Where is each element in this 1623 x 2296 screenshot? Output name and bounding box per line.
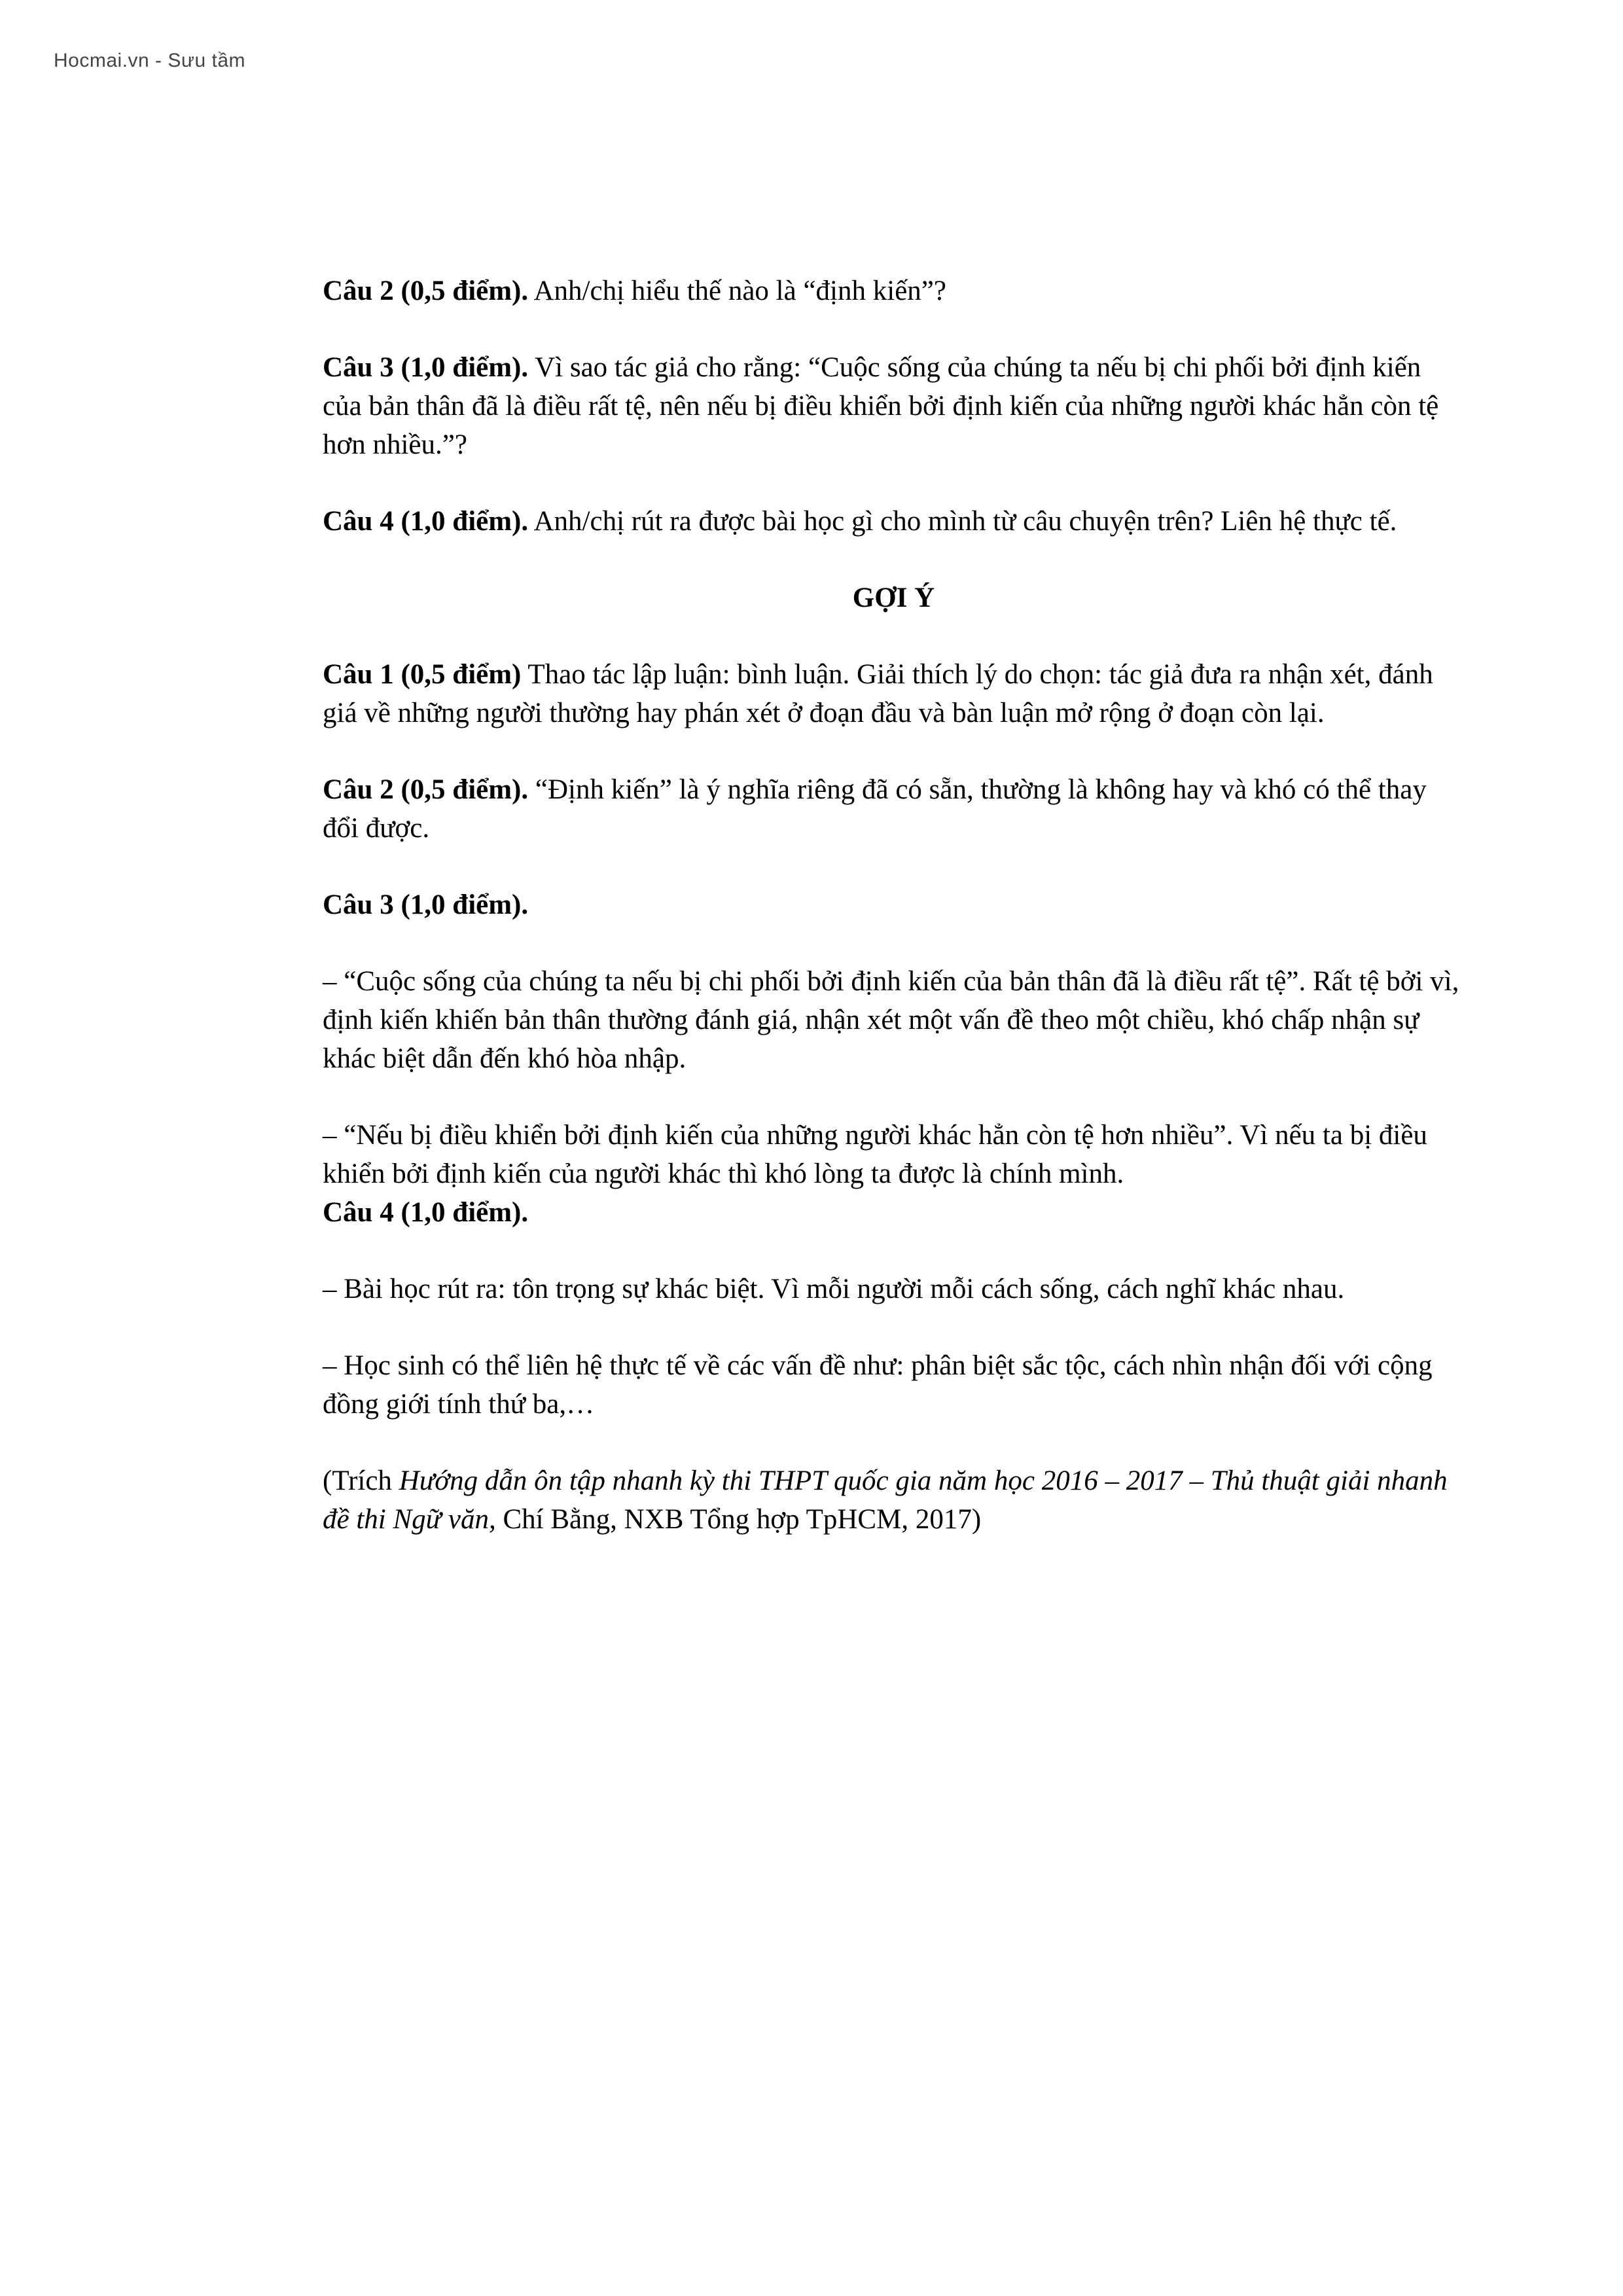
answer-4-point-2: – Học sinh có thể liên hệ thực tế về các vấn đề như: phân biệt sắc tộc, cách nhìn nhận đối với cộng đồng giới tính thứ ba,… [323,1350,1433,1420]
answer-1-text: Thao tác lập luận: bình luận. Giải thích lý do chọn: tác giả đưa ra nhận xét, đánh giá về những người thường hay phán xét ở đoạn đầu và bàn luận mở rộng ở đoạn còn lại. [323,659,1433,728]
answer-1 [323,655,1465,732]
question-4 [323,502,1465,541]
citation [323,1462,1465,1539]
question-2-label: Câu 2 (0,5 điểm). [323,276,529,306]
answer-1-label: Câu 1 (0,5 điểm) [323,659,522,690]
answer-2-label: Câu 2 (0,5 điểm). [323,774,529,805]
hint-title: GỢI Ý [852,583,935,613]
question-3-text: Vì sao tác giả cho rằng: “Cuộc sống của chúng ta nếu bị chi phối bởi định kiến của bản thân đã là điều rất tệ, nên nếu bị điều khiển bởi định kiến của những người khác hẳn còn tệ hơn nhiều.”? [323,352,1439,460]
question-4-label: Câu 4 (1,0 điểm). [323,506,529,537]
question-3 [323,348,1465,464]
question-2 [323,272,1465,310]
answer-4-label: Câu 4 (1,0 điểm). [323,1197,529,1228]
citation-title: Hướng dẫn ôn tập nhanh kỳ thi THPT quốc gia năm học 2016 – 2017 – Thủ thuật giải nhanh đề thi Ngữ văn, [323,1465,1448,1535]
answer-3-point-2: – “Nếu bị điều khiển bởi định kiến của những người khác hẳn còn tệ hơn nhiều”. Vì nếu ta bị điều khiển bởi định kiến của người khác thì khó lòng ta được là chính mình. [323,1120,1427,1189]
answer-3-label: Câu 3 (1,0 điểm). [323,889,529,920]
citation-suffix: Chí Bằng, NXB Tổng hợp TpHCM, 2017) [495,1504,982,1535]
answer-2-text: “Định kiến” là ý nghĩa riêng đã có sẵn, thường là không hay và khó có thể thay đổi được. [323,774,1427,844]
document-body [323,272,1465,1577]
question-4-text: Anh/chị rút ra được bài học gì cho mình từ câu chuyện trên? Liên hệ thực tế. [528,506,1397,537]
answer-4-point-1: – Bài học rút ra: tôn trọng sự khác biệt. Vì mỗi người mỗi cách sống, cách nghĩ khác nhau. [323,1274,1345,1304]
question-2-text: Anh/chị hiểu thế nào là “định kiến”? [528,276,946,306]
answer-2 [323,770,1465,848]
answer-3-point-1: – “Cuộc sống của chúng ta nếu bị chi phối bởi định kiến của bản thân đã là điều rất tệ”. Rất tệ bởi vì, định kiến khiến bản thân thường đánh giá, nhận xét một vấn đề theo một chiều, khó chấp nhận sự khác biệt dẫn đến khó hòa nhập. [323,966,1459,1074]
citation-prefix: (Trích [323,1465,399,1496]
source-header: Hocmai.vn - Sưu tầm [54,50,245,71]
question-3-label: Câu 3 (1,0 điểm). [323,352,529,383]
